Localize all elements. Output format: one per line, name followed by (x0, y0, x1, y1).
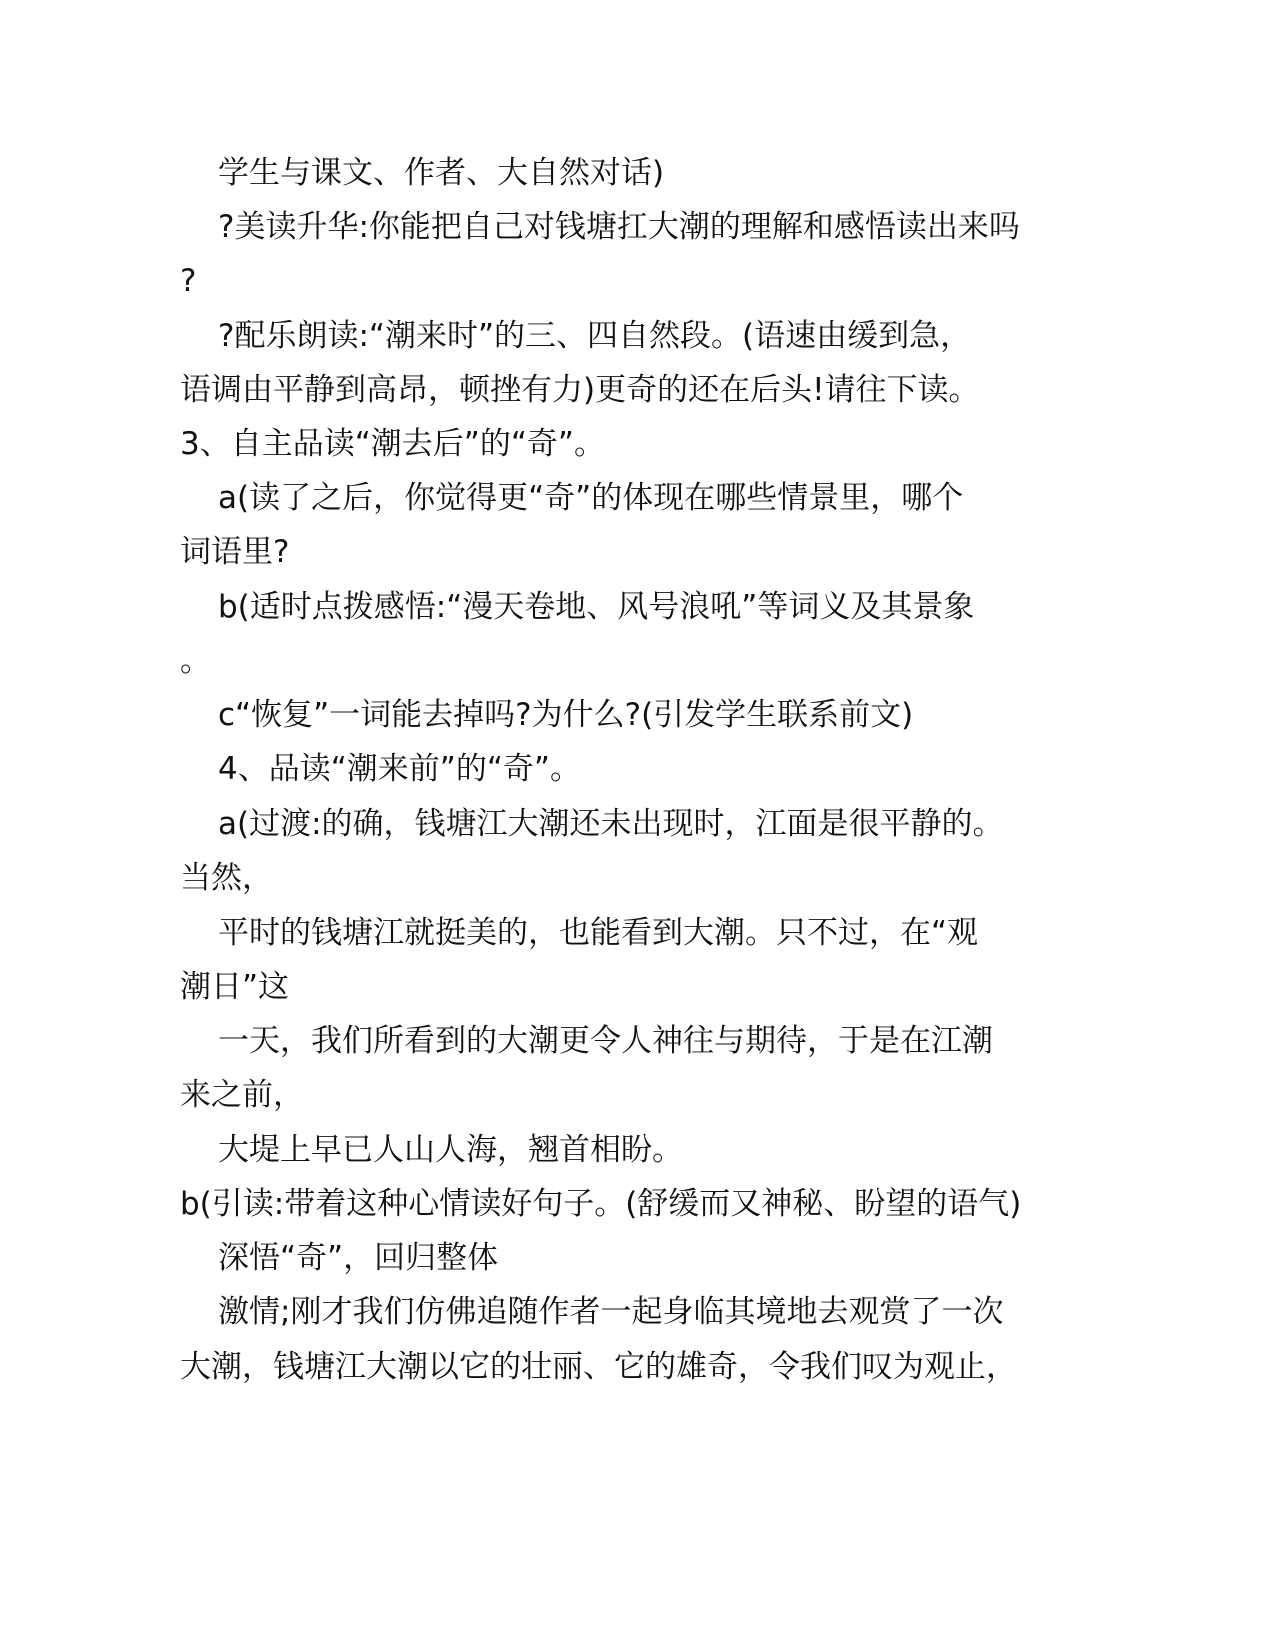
text-line: 一天，我们所看到的大潮更令人神往与期待，于是在江潮 (218, 1023, 993, 1059)
text-line: b(适时点拨感悟:“漫天卷地、风号浪吼”等词义及其景象 (218, 589, 975, 625)
text-line: a(过渡:的确，钱塘江大潮还未出现时，江面是很平静的。 (218, 806, 1004, 842)
text-line: ?美读升华:你能把自己对钱塘扛大潮的理解和感悟读出来吗 (218, 209, 1020, 245)
text-line: 语调由平静到高昂，顿挫有力)更奇的还在后头!请往下读。 (180, 372, 980, 408)
text-line: 当然， (180, 860, 273, 896)
text-line: 平时的钱塘江就挺美的，也能看到大潮。只不过，在“观 (218, 915, 979, 951)
text-line: 激情;刚才我们仿佛追随作者一起身临其境地去观赏了一次 (218, 1294, 1004, 1330)
text-line: 学生与课文、作者、大自然对话) (218, 155, 665, 191)
text-line: 来之前， (180, 1077, 304, 1113)
text-line: a(读了之后，你觉得更“奇”的体现在哪些情景里，哪个 (218, 480, 964, 516)
text-line: 词语里? (180, 534, 290, 570)
text-line: 潮日”这 (180, 969, 290, 1005)
section-heading: 4、品读“潮来前”的“奇”。 (218, 751, 581, 787)
text-line: 深悟“奇”，回归整体 (218, 1240, 499, 1276)
section-heading: 3、自主品读“潮去后”的“奇”。 (180, 426, 605, 462)
text-line: b(引读:带着这种心情读好句子。(舒缓而又神秘、盼望的语气) (180, 1186, 1022, 1222)
text-line: ?配乐朗读:“潮来时”的三、四自然段。(语速由缓到急， (218, 318, 972, 354)
text-line: 大堤上早已人山人海，翘首相盼。 (218, 1132, 683, 1168)
text-line: 。 (180, 643, 211, 679)
text-line: c“恢复”一词能去掉吗?为什么?(引发学生联系前文) (218, 697, 914, 733)
text-line: ? (180, 263, 197, 299)
text-line: 大潮，钱塘江大潮以它的壮丽、它的雄奇，令我们叹为观止， (180, 1349, 1017, 1385)
